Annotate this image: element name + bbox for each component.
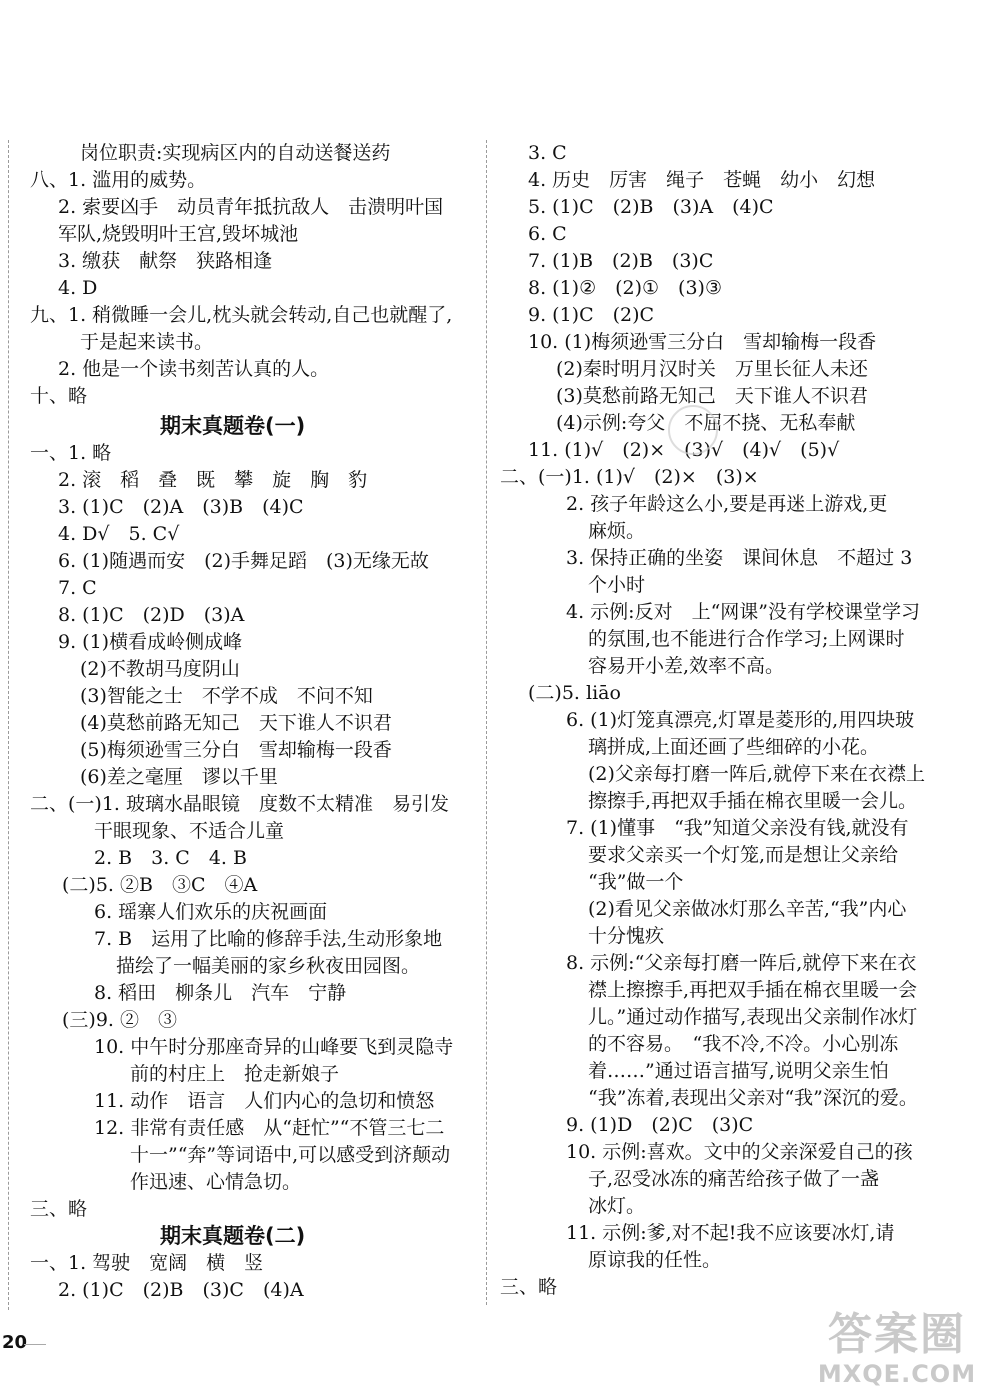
answer-line: 擦擦手,再把双手插在棉衣里暖一会儿。 — [588, 790, 918, 812]
answer-line: 9. (1)D (2)C (3)C — [566, 1114, 754, 1136]
answer-line: 麻烦。 — [588, 520, 646, 542]
answer-line: 4. 历史 厉害 绳子 苍蝇 幼小 幻想 — [528, 169, 876, 191]
answer-line: 8. 示例:“父亲每打磨一阵后,就停下来在衣 — [566, 952, 917, 974]
answer-line: 2. 他是一个读书刻苦认真的人。 — [58, 358, 330, 380]
answer-line: “我”做一个 — [588, 871, 684, 893]
answer-line: 三、略 — [30, 1198, 88, 1220]
answer-line: 7. (1)B (2)B (3)C — [528, 250, 714, 272]
answer-line: 3. 保持正确的坐姿 课间休息 不超过 3 — [566, 547, 913, 569]
answer-line: 三、略 — [500, 1276, 558, 1298]
answer-line: 一、1. 略 — [30, 442, 112, 464]
answer-line: (3)莫愁前路无知己 天下谁人不识君 — [556, 385, 868, 407]
answer-line: (5)梅须逊雪三分白 雪却输梅一段香 — [80, 739, 392, 761]
answer-line: 2. 索要凶手 动员青年抵抗敌人 击溃明叶国 — [58, 196, 444, 218]
answer-line: 的不容易。 “我不冷,不冷。小心别冻 — [588, 1033, 899, 1055]
answer-line: 的氛围,也不能进行合作学习;上网课时 — [588, 628, 905, 650]
answer-line: 原谅我的任性。 — [588, 1249, 722, 1271]
answer-line: 十分愧疚 — [588, 925, 665, 947]
answer-line: (三)9. ② ③ — [62, 1009, 177, 1031]
answer-line: (2)看见父亲做冰灯那么辛苦,“我”内心 — [588, 898, 907, 920]
answer-line: 7. B 运用了比喻的修辞手法,生动形象地 — [94, 928, 443, 950]
answer-line: (二)5. ②B ③C ④A — [62, 874, 258, 896]
answer-line: 儿。”通过动作描写,表现出父亲制作冰灯 — [588, 1006, 918, 1028]
answer-line: 11. 示例:爹,对不起!我不应该要冰灯,请 — [566, 1222, 895, 1244]
answer-line: 描绘了一幅美丽的家乡秋夜田园图。 — [116, 955, 421, 977]
answer-line: 八、1. 滥用的威势。 — [30, 169, 207, 191]
answer-line: 8. 稻田 柳条儿 汽车 宁静 — [94, 982, 347, 1004]
answer-line: 4. 示例:反对 上“网课”没有学校课堂学习 — [566, 601, 920, 623]
answer-line: 10. 中午时分那座奇异的山峰要飞到灵隐寺 — [94, 1036, 454, 1058]
watermark-sub-text: MXQE.COM — [817, 1360, 977, 1388]
answer-line: 7. C — [58, 577, 97, 599]
answer-line: 10. 示例:喜欢。文中的父亲深爱自己的孩 — [566, 1141, 913, 1163]
answer-line: 九、1. 稍微睡一会儿,枕头就会转动,自己也就醒了, — [30, 304, 453, 326]
answer-line: 6. (1)灯笼真漂亮,灯罩是菱形的,用四块玻 — [566, 709, 915, 731]
answer-line: 6. C — [528, 223, 567, 245]
answer-line: 于是起来读书。 — [80, 331, 214, 353]
answer-line: 12. 非常有责任感 从“赶忙”“不管三七二 — [94, 1117, 445, 1139]
answer-line: (4)莫愁前路无知己 天下谁人不识君 — [80, 712, 392, 734]
page-number: 20 — [2, 1332, 28, 1353]
answer-line: 7. (1)懂事 “我”知道父亲没有钱,就没有 — [566, 817, 909, 839]
answer-line: (3)智能之士 不学不成 不问不知 — [80, 685, 373, 707]
answer-line: 8. (1)C (2)D (3)A — [58, 604, 245, 626]
answer-line: 11. (1)√ (2)× (3)√ (4)√ (5)√ — [528, 439, 840, 461]
answer-line: 着……”通过语言描写,说明父亲生怕 — [588, 1060, 889, 1082]
answer-line: 6. (1)随遇而安 (2)手舞足蹈 (3)无缘无故 — [58, 550, 429, 572]
answer-line: 3. C — [528, 142, 567, 164]
answer-line: 9. (1)横看成岭侧成峰 — [58, 631, 243, 653]
watermark-logo — [802, 1310, 992, 1395]
answer-line: 冰灯。 — [588, 1195, 646, 1217]
answer-line: 子,忍受冰冻的痛苦给孩子做了一盏 — [588, 1168, 880, 1190]
answer-line: 4. D — [58, 277, 98, 299]
answer-line: 个小时 — [588, 574, 646, 596]
answer-line: 璃拼成,上面还画了些细碎的小花。 — [588, 736, 880, 758]
answer-line: 11. 动作 语言 人们内心的急切和愤怒 — [94, 1090, 435, 1112]
center-divider — [486, 140, 487, 1305]
answer-line: 3. 缴获 献祭 狭路相逢 — [58, 250, 273, 272]
answer-line: 容易开小差,效率不高。 — [588, 655, 785, 677]
answer-line: 一、1. 驾驶 宽阔 横 竖 — [30, 1252, 264, 1274]
section-title: 期末真题卷(二) — [160, 1224, 306, 1248]
answer-line: 前的村庄上 抢走新娘子 — [130, 1063, 340, 1085]
answer-line: 10. (1)梅须逊雪三分白 雪却输梅一段香 — [528, 331, 877, 353]
answer-line: (6)差之毫厘 谬以千里 — [80, 766, 278, 788]
answer-line: 9. (1)C (2)C — [528, 304, 655, 326]
answer-line: 襟上擦擦手,再把双手插在棉衣里暖一会 — [588, 979, 918, 1001]
answer-line: 二、(一)1. 玻璃水晶眼镜 度数不太精准 易引发 — [30, 793, 449, 815]
answer-line: (4)示例:夸父 不屈不挠、无私奉献 — [556, 412, 856, 434]
watermark-main-text: 答案圈 — [828, 1309, 966, 1360]
answer-line: (2)父亲每打磨一阵后,就停下来在衣襟上 — [588, 763, 925, 785]
answer-line: 2. 滚 稻 叠 既 攀 旋 胸 豹 — [58, 469, 368, 491]
answer-line: 二、(一)1. (1)√ (2)× (3)× — [500, 466, 759, 488]
answer-line: 十一”“奔”等词语中,可以感受到济颠动 — [130, 1144, 451, 1166]
answer-line: 要求父亲买一个灯笼,而是想让父亲给 — [588, 844, 899, 866]
answer-line: “我”冻着,表现出父亲对“我”深沉的爱。 — [588, 1087, 918, 1109]
answer-line: 作迅速、心情急切。 — [130, 1171, 302, 1193]
answer-line: 4. D√ 5. C√ — [58, 523, 180, 545]
answer-line: 十、略 — [30, 385, 88, 407]
answer-line: 军队,烧毁明叶王宫,毁坏城池 — [58, 223, 299, 245]
answer-line: (2)不教胡马度阴山 — [80, 658, 240, 680]
answer-line: 干眼现象、不适合儿童 — [94, 820, 285, 842]
answer-line: 2. 孩子年龄这么小,要是再迷上游戏,更 — [566, 493, 888, 515]
answer-line: 3. (1)C (2)A (3)B (4)C — [58, 496, 304, 518]
answer-line: 2. (1)C (2)B (3)C (4)A — [58, 1279, 304, 1301]
section-title: 期末真题卷(一) — [160, 414, 306, 438]
answer-line: (2)秦时明月汉时关 万里长征人未还 — [556, 358, 868, 380]
answer-line: 5. (1)C (2)B (3)A (4)C — [528, 196, 774, 218]
faint-stamp-icon — [668, 405, 718, 455]
answer-line: 6. 瑶寨人们欢乐的庆祝画面 — [94, 901, 328, 923]
answer-line: 岗位职责:实现病区内的自动送餐送药 — [80, 142, 391, 164]
answer-line: (二)5. liāo — [528, 682, 621, 704]
answer-line: 2. B 3. C 4. B — [94, 847, 247, 869]
page-number-rule — [24, 1344, 46, 1345]
answer-line: 8. (1)② (2)① (3)③ — [528, 277, 723, 299]
left-divider — [8, 140, 9, 1310]
